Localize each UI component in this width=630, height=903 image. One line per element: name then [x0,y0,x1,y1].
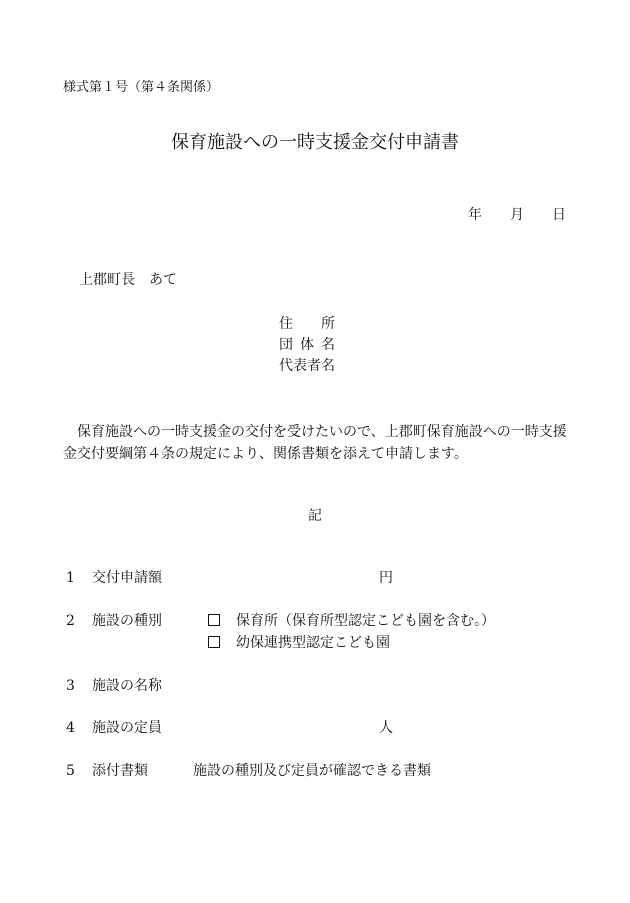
item-2-label: 施設の種別 [92,613,162,629]
addressee: 上郡町長 あて [79,272,177,288]
facility-type-option-nursery[interactable]: 保育所（保育所型認定こども園を含む。） [208,613,495,630]
date-line [468,207,566,224]
facility-type-option-integrated[interactable]: 幼保連携型認定こども園 [208,635,390,652]
ki-heading: 記 [308,508,322,524]
checkbox-icon[interactable] [208,636,220,648]
intro-paragraph: 保育施設への一時支援金の交付を受けたいので、上郡町保育施設への一時支援金交付要綱第４条の規定により、関係書類を添えて申請します。 [63,424,567,462]
date-day-label: 日 [552,207,566,223]
form-number: 様式第１号（第４条関係） [63,80,220,95]
address-label: 住 所 [279,316,335,332]
date-month-label: 月 [510,207,524,223]
checkbox-icon[interactable] [208,614,220,626]
document-title: 保育施設への一時支援金交付申請書 [171,132,459,153]
capacity-unit: 人 [379,720,393,736]
item-1-number: 1 [66,570,75,586]
item-5-number: 5 [66,763,75,779]
item-4-number: 4 [66,720,75,736]
item-1-label: 交付申請額 [92,570,162,586]
item-3-label: 施設の名称 [92,678,162,694]
item-3-number: 3 [66,678,75,694]
amount-unit: 円 [379,570,393,586]
item-4-label: 施設の定員 [92,720,162,736]
item-2-number: 2 [66,613,75,629]
item-5-label: 添付書類 [92,763,148,779]
attachments-value: 施設の種別及び定員が確認できる書類 [193,763,431,779]
applicant-block [279,316,335,379]
date-year-label: 年 [468,207,482,223]
organization-name-label: 団 体 名 [279,337,335,353]
representative-name-label: 代表者名 [279,358,335,374]
